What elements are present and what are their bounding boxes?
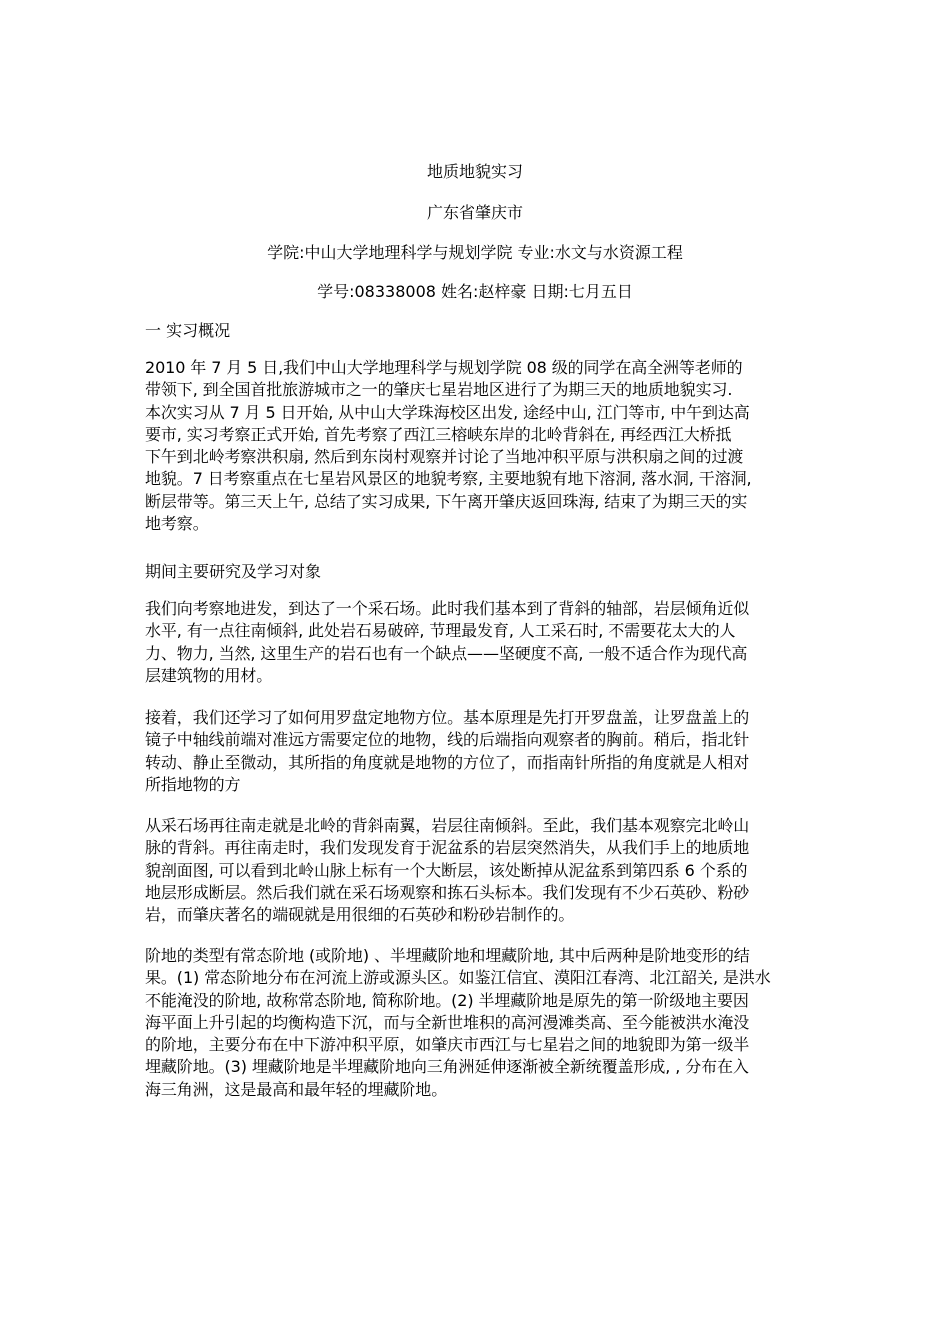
text-line: 我们向考察地进发，到达了一个采石场。此时我们基本到了背斜的轴部，岩层倾角近似 [145,599,750,618]
student-info-line: 学号:08338008 姓名:赵梓豪 日期:七月五日 [317,282,633,301]
text-line: 接着，我们还学习了如何用罗盘定地物方位。基本原理是先打开罗盘盖，让罗盘盖上的 [145,708,750,727]
text-line: 脉的背斜。再往南走时，我们发现发育于泥盆系的岩层突然消失，从我们手上的地质地 [145,838,750,858]
text-line: 阶地的类型有常态阶地 (或阶地) 、半埋藏阶地和埋藏阶地, 其中后两种是阶地变形的结 [145,946,750,965]
anticline-paragraph [145,815,815,926]
text-line: 水平, 有一点往南倾斜, 此处岩石易破碎, 节理最发育, 人工采石时, 不需要花太大的人 [145,621,736,641]
text-line: 层建筑物的用材。 [145,665,273,685]
document-title: 地质地貌实习 [426,162,523,181]
section-heading-overview: 一 实习概况 [145,321,231,340]
text-line: 地考察。 [145,514,209,534]
compass-paragraph [145,707,815,796]
text-line: 2010 年 7 月 5 日,我们中山大学地理科学与规划学院 08 级的同学在高全洲等老师的 [145,358,743,377]
text-line: 果。(1) 常态阶地分布在河流上游或源头区。如鉴江信宜、漠阳江春湾、北江韶关, 是洪水 [145,968,771,988]
text-line: 从采石场再往南走就是北岭的背斜南翼，岩层往南倾斜。至此，我们基本观察完北岭山 [145,816,750,835]
text-line: 本次实习从 7 月 5 日开始, 从中山大学珠海校区出发, 途经中山, 江门等市, 中午到达高 [145,402,750,422]
text-line: 力、物力, 当然, 这里生产的岩石也有一个缺点——坚硬度不高, 一般不适合作为现代高 [145,643,748,663]
text-line: 要市, 实习考察正式开始, 首先考察了西江三榕峡东岸的北岭背斜在, 再经西江大桥抵 [145,424,732,444]
quarry-paragraph [145,598,815,687]
document-location: 广东省肇庆市 [426,203,523,222]
section-heading-study-objects: 期间主要研究及学习对象 [145,562,322,581]
terrace-paragraph [145,945,815,1101]
text-line: 地层形成断层。然后我们就在采石场观察和拣石头标本。我们发现有不少石英砂、粉砂 [145,882,750,902]
text-line: 海三角洲，这是最高和最年轻的埋藏阶地。 [145,1079,448,1099]
text-line: 的阶地，主要分布在中下游冲积平原，如肇庆市西江与七星岩之间的地貌即为第一级半 [145,1035,750,1055]
text-line: 转动、静止至微动，其所指的角度就是地物的方位了，而指南针所指的角度就是人相对 [145,752,750,772]
text-line: 所指地物的方 [145,774,241,794]
text-line: 貌剖面图, 可以看到北岭山脉上标有一个大断层，该处断掉从泥盆系到第四系 6 个系的 [145,860,748,880]
college-major-line: 学院:中山大学地理科学与规划学院 专业:水文与水资源工程 [267,243,683,262]
text-line: 镜子中轴线前端对准远方需要定位的地物，线的后端指向观察者的胸前。稍后，指北针 [145,730,750,750]
text-line: 不能淹没的阶地, 故称常态阶地, 简称阶地。(2) 半埋藏阶地是原先的第一阶级地主要因 [145,990,749,1010]
text-line: 带领下, 到全国首批旅游城市之一的肇庆七星岩地区进行了为期三天的地质地貌实习. [145,380,733,400]
text-line: 岩，而肇庆著名的端砚就是用很细的石英砂和粉砂岩制作的。 [145,905,575,925]
text-line: 下午到北岭考察洪积扇, 然后到东岗村观察并讨论了当地冲积平原与洪积扇之间的过渡 [145,447,744,467]
text-line: 断层带等。第三天上午, 总结了实习成果, 下午离开肇庆返回珠海, 结束了为期三天的实 [145,491,748,511]
text-line: 地貌。7 日考察重点在七星岩风景区的地貌考察, 主要地貌有地下溶洞, 落水洞, 干溶洞, [145,469,752,489]
overview-paragraph [145,357,815,535]
text-line: 海平面上升引起的均衡构造下沉，而与全新世堆积的高河漫滩类高、至今能被洪水淹没 [145,1012,750,1032]
text-line: 埋藏阶地。(3) 埋藏阶地是半埋藏阶地向三角洲延伸逐渐被全新统覆盖形成, , 分布在入 [145,1057,749,1077]
